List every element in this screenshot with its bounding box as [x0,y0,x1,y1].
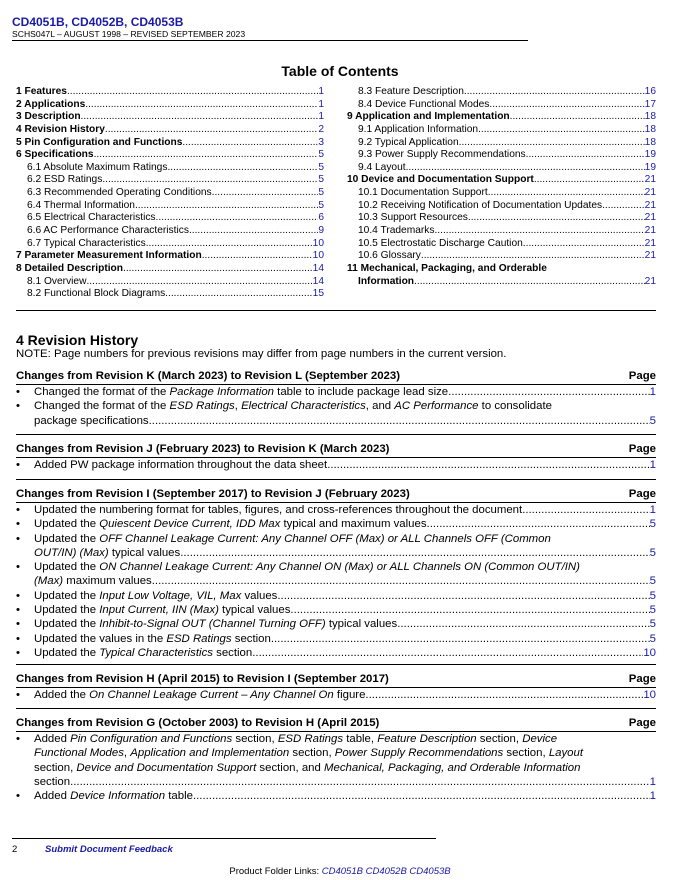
toc-entry[interactable] [347,276,656,289]
toc-title: Table of Contents [281,63,399,79]
leader-dots [327,458,649,472]
toc-leader-dots [489,99,644,112]
toc-entry-page[interactable]: 5 [318,149,324,161]
revision-change-item [16,603,656,617]
toc-entry[interactable] [347,200,656,213]
toc-entry-page[interactable]: 21 [644,250,656,262]
leader-dots [193,789,650,803]
leader-dots [277,589,649,603]
revision-change-page-link[interactable]: 1 [649,459,656,471]
revision-change-block [16,716,656,803]
toc-leader-dots [414,276,645,289]
toc-entry-label: 5 Pin Configuration and Functions [16,136,183,148]
toc-entry[interactable] [347,238,656,251]
toc-entry-page[interactable]: 17 [644,98,656,110]
toc-entry-label: 10.1 Documentation Support [358,187,488,199]
toc-entry-label: 8.4 Device Functional Modes [358,98,490,110]
toc-entry[interactable] [347,149,656,162]
revision-change-item [16,732,656,789]
toc-leader-dots [488,187,645,200]
revision-change-item [16,632,656,646]
revision-change-text: Functional Modes, Application and Implementation section, Power Supply Recommendations section, Layout [34,747,584,760]
toc-entry-label: 6.2 ESD Ratings [27,174,103,186]
toc-entry-page[interactable]: 16 [644,86,656,97]
page-column-label: Page [628,443,656,455]
toc-entry[interactable] [16,276,324,289]
toc-entry-page[interactable]: 18 [644,123,656,135]
revision-block-divider [16,664,656,665]
toc-leader-dots [94,149,319,162]
toc-entry-page[interactable]: 5 [318,187,324,199]
toc-entry-page[interactable]: 21 [644,212,656,224]
revision-change-title: Changes from Revision J (February 2023) to Revision K (March 2023) [16,443,390,455]
toc-entry[interactable] [16,250,324,263]
revision-change-page-link[interactable]: 1 [649,504,656,516]
toc-leader-dots [434,225,644,238]
toc-entry-page[interactable]: 19 [644,149,656,161]
toc-entry-label: 10 Device and Documentation Support [347,174,534,186]
bullet-icon: • [16,604,20,617]
toc-entry[interactable] [16,162,324,175]
toc-leader-dots [526,149,645,162]
revision-change-header [16,487,656,503]
revision-change-text: section [34,775,71,788]
leader-dots [252,646,643,660]
revision-change-text: Updated the Quiescent Device Current, IDD Max typical and maximum values [34,518,427,531]
page-column-label: Page [628,488,656,500]
toc-leader-dots [406,162,645,175]
toc-leader-dots [182,137,318,150]
revision-change-item [16,385,656,399]
toc-leader-dots [156,212,319,225]
revision-change-text: Updated the Inhibit-to-Signal OUT (Channel Turning OFF) typical values [34,618,398,631]
toc-leader-dots [459,137,645,150]
bullet-icon: • [16,689,20,701]
toc-entry-page[interactable]: 19 [644,161,656,173]
toc-entry-page[interactable]: 6 [318,212,324,224]
leader-dots [365,688,643,702]
toc-leader-dots [167,162,318,175]
toc-leader-dots [523,238,645,251]
toc-entry[interactable] [16,263,324,276]
revision-change-page-link[interactable]: 5 [649,518,656,531]
revision-change-text: OUT/IN) (Max) typical values [34,546,181,559]
toc-entry[interactable] [347,124,656,137]
toc-entry-page[interactable]: 1 [318,111,324,123]
revision-change-page-link[interactable]: 5 [649,414,656,427]
toc-entry[interactable] [347,225,656,238]
toc-leader-dots [135,200,318,213]
toc-entry-page[interactable]: 14 [312,262,324,274]
bullet-icon: • [16,646,20,659]
revision-change-item [16,458,656,472]
toc-entry-label: 8.3 Feature Description [358,86,464,97]
toc-entry-page[interactable]: 10 [312,250,324,262]
toc-entry-page[interactable]: 21 [644,187,656,199]
revision-change-item [16,503,656,517]
toc-entry[interactable] [347,187,656,200]
revision-change-text: Updated the ON Channel Leakage Current: Any Channel ON (Max) or ALL Channels ON (Common OUT/IN) [34,561,580,574]
leader-dots [70,775,650,789]
toc-entry-page[interactable]: 10 [312,237,324,249]
revision-change-title: Changes from Revision H (April 2015) to Revision I (September 2017) [16,673,389,685]
toc-leader-dots [464,86,645,99]
toc-entry-label: 6.6 AC Performance Characteristics [27,225,189,237]
page-column-label: Page [628,370,656,382]
revision-change-title: Changes from Revision K (March 2023) to Revision L (September 2023) [16,370,401,382]
toc-entry-page[interactable]: 18 [644,111,656,123]
toc-entry-page[interactable]: 15 [312,288,324,300]
revision-change-page-link[interactable]: 1 [649,790,656,803]
revision-change-page-link[interactable]: 1 [649,386,656,398]
toc-entry[interactable] [16,288,324,301]
revision-change-page-link[interactable]: 10 [643,646,656,659]
revision-block-divider [16,434,656,435]
toc-entry-label: 6 Specifications [16,149,94,161]
revision-change-item [16,532,656,561]
toc-entry[interactable] [16,99,324,112]
revision-change-item [16,589,656,603]
toc-leader-dots [478,124,645,137]
toc-entry-page[interactable]: 21 [644,225,656,237]
toc-entry[interactable] [16,137,324,150]
revision-change-text: Updated the Input Low Voltage, VIL, Max values [34,589,278,602]
toc-entry-label: 11 Mechanical, Packaging, and Orderable [347,262,547,274]
toc-leader-dots [67,86,318,99]
toc-entry[interactable] [16,225,324,238]
product-links[interactable]: CD4051B CD4052B CD4053B [321,866,451,877]
toc-entry[interactable] [16,238,324,251]
toc-leader-dots [165,288,312,301]
toc-entry-label: 6.1 Absolute Maximum Ratings [27,161,168,173]
toc-entry-page[interactable]: 2 [318,123,324,135]
revision-change-text: (Max) maximum values [34,575,152,588]
revision-change-text: Updated the Typical Characteristics section [34,646,253,659]
revision-change-text: Added PW package information throughout the data sheet [34,459,328,471]
revision-change-item [16,399,656,428]
product-folder-links [0,866,680,877]
leader-dots [180,546,649,560]
toc-leader-dots [81,111,319,124]
toc-entry[interactable] [16,187,324,200]
revision-change-text: Added the On Channel Leakage Current – Any Channel On figure [34,689,366,701]
toc-entry-label: 2 Applications [16,98,86,110]
toc-leader-dots [86,276,312,289]
page-number: 2 [12,844,18,855]
leader-dots [397,617,649,631]
revision-change-header [16,716,656,732]
toc-entry-label: 9.1 Application Information [358,123,479,135]
toc-leader-dots [105,124,318,137]
revision-change-text: Added Device Information table [34,790,193,803]
toc-leader-dots [123,263,313,276]
toc-entry-page[interactable]: 5 [318,199,324,211]
bullet-icon: • [16,618,20,631]
toc-entry-label: 9 Application and Implementation [347,111,510,123]
toc-entry-label: 8 Detailed Description [16,262,123,274]
revision-change-page-link[interactable]: 5 [649,589,656,602]
leader-dots [149,414,650,428]
footer-divider [12,838,436,839]
revision-change-text: Updated the Input Current, IIN (Max) typical values [34,604,291,617]
toc-entry-label: 8.2 Functional Block Diagrams [27,288,166,300]
revision-change-item [16,688,656,702]
toc-entry-label: 9.2 Typical Application [358,136,459,148]
toc-entry[interactable] [16,124,324,137]
toc-leader-dots [146,238,313,251]
revision-change-header [16,442,656,458]
bullet-icon: • [16,386,20,398]
revision-change-item [16,517,656,531]
toc-entry-page[interactable]: 1 [318,98,324,110]
bullet-icon: • [16,504,20,516]
revision-change-item [16,617,656,631]
revision-change-text: package specifications [34,414,149,427]
toc-entry[interactable] [347,86,656,99]
toc-leader-dots [189,225,318,238]
revision-change-block [16,487,656,660]
toc-entry[interactable] [347,111,656,124]
toc-entry[interactable] [16,149,324,162]
toc-entry[interactable] [347,212,656,225]
toc-entry[interactable] [347,137,656,150]
toc-entry-page[interactable]: 21 [644,275,656,287]
revision-change-page-link[interactable]: 5 [649,618,656,631]
leader-dots [427,517,650,531]
revision-change-header [16,369,656,385]
toc-entry-page[interactable]: 21 [644,174,656,186]
bullet-icon: • [16,532,20,545]
header-divider [12,40,528,41]
toc-entry-label: 6.3 Recommended Operating Conditions [27,187,212,199]
toc-entry-label: Information [358,275,415,287]
toc-entry[interactable] [16,212,324,225]
toc-entry-page[interactable]: 3 [318,136,324,148]
toc-entry-label: 7 Parameter Measurement Information [16,250,202,262]
page-header [12,15,245,40]
revision-change-block [16,369,656,428]
toc-entry-label: 10.6 Glossary [358,250,421,262]
toc-entry-label: 10.3 Support Resources [358,212,468,224]
bullet-icon: • [16,459,20,471]
toc-leader-dots [212,187,319,200]
toc-entry-label: 6.4 Thermal Information [27,199,135,211]
toc-entry[interactable] [16,174,324,187]
toc-leader-dots [468,212,645,225]
revision-change-text: Updated the OFF Channel Leakage Current: Any Channel OFF (Max) or ALL Channels OFF (Common [34,532,551,545]
toc-leader-dots [102,174,318,187]
bullet-icon: • [16,733,20,745]
bullet-icon: • [16,518,20,531]
leader-dots [152,574,650,588]
toc-leader-dots [510,111,645,124]
bullet-icon: • [16,632,20,645]
document-title: CD4051B, CD4052B, CD4053B [12,15,184,29]
toc-entry-label: 9.3 Power Supply Recommendations [358,149,526,161]
bullet-icon: • [16,561,20,574]
revision-change-page-link[interactable]: 5 [649,604,656,617]
toc-entry-page[interactable]: 1 [318,86,324,97]
revision-change-item [16,789,656,803]
revision-change-item [16,560,656,589]
bullet-icon: • [16,400,20,413]
revision-change-text: Changed the format of the ESD Ratings, Electrical Characteristics, and AC Performance to consolidate [34,400,552,413]
leader-dots [271,632,650,646]
document-revision-line: SCHS047L – AUGUST 1998 – REVISED SEPTEMBER 2023 [12,29,246,39]
toc-entry-label: 10.4 Trademarks [358,225,435,237]
revision-change-block [16,442,656,472]
toc-leader-dots [534,174,645,187]
revision-change-text: section, Device and Documentation Support section, and Mechanical, Packaging, and Orderable Information [34,761,581,774]
revision-change-page-link[interactable]: 1 [649,775,656,788]
revision-change-text: Changed the format of the Package Information table to include package lead size [34,386,449,398]
toc-entry-label: 6.7 Typical Characteristics [27,237,146,249]
revision-change-text: Updated the values in the ESD Ratings section [34,632,271,645]
toc-entry-label: 1 Features [16,86,67,97]
toc-entry-label: 3 Description [16,111,81,123]
toc-entry[interactable] [347,263,656,276]
toc-entry-label: 10.2 Receiving Notification of Documentation Updates [358,199,603,211]
revision-change-page-link[interactable]: 5 [649,575,656,588]
toc-entry-page[interactable]: 5 [318,174,324,186]
toc-left-column [16,86,324,301]
revision-change-page-link[interactable]: 5 [649,632,656,645]
revision-change-header [16,672,656,688]
revision-change-title: Changes from Revision I (September 2017) to Revision J (February 2023) [16,488,410,500]
toc-entry-label: 10.5 Electrostatic Discharge Caution [358,237,523,249]
toc-entry-label: 4 Revision History [16,123,105,135]
toc-entry[interactable] [16,86,324,99]
toc-entry[interactable] [16,200,324,213]
bullet-icon: • [16,790,20,803]
toc-leader-dots [421,250,645,263]
bullet-icon: • [16,589,20,602]
toc-entry-label: 8.1 Overview [27,275,87,287]
toc-entry[interactable] [16,111,324,124]
toc-leader-dots [85,99,318,112]
leader-dots [290,603,649,617]
revision-change-title: Changes from Revision G (October 2003) to Revision H (April 2015) [16,717,380,729]
toc-right-column [347,86,656,288]
product-links-label: Product Folder Links: [229,866,322,877]
toc-entry-page[interactable]: 5 [318,161,324,173]
revision-change-page-link[interactable]: 10 [643,689,656,701]
toc-leader-dots [202,250,313,263]
revision-block-divider [16,708,656,709]
toc-entry[interactable] [347,99,656,112]
page-column-label: Page [628,717,656,729]
revision-change-text: Added Pin Configuration and Functions section, ESD Ratings table, Feature Description section, Device [34,733,558,745]
revision-change-page-link[interactable]: 5 [649,546,656,559]
toc-entry-page[interactable]: 9 [318,225,324,237]
toc-leader-dots [602,200,645,213]
toc-entry-page[interactable]: 21 [644,237,656,249]
revision-change-text: Updated the numbering format for tables, figures, and cross-references throughout the document [34,504,523,516]
toc-entry[interactable] [347,250,656,263]
toc-entry-page[interactable]: 14 [312,275,324,287]
page-column-label: Page [628,673,656,685]
submit-feedback-link[interactable]: Submit Document Feedback [45,844,173,855]
revision-note: NOTE: Page numbers for previous revisions may differ from page numbers in the current version. [16,348,507,360]
revision-change-block [16,672,656,702]
revision-block-divider [16,479,656,480]
toc-divider [16,310,656,311]
leader-dots [522,503,649,517]
toc-entry-label: 6.5 Electrical Characteristics [27,212,156,224]
toc-entry-page[interactable]: 18 [644,136,656,148]
leader-dots [448,385,650,399]
toc-entry-page[interactable]: 21 [644,199,656,211]
toc-entry[interactable] [347,162,656,175]
toc-entry[interactable] [347,174,656,187]
revision-change-item [16,646,656,660]
revision-history-heading: 4 Revision History [16,332,139,348]
toc-entry-label: 9.4 Layout [358,161,406,173]
